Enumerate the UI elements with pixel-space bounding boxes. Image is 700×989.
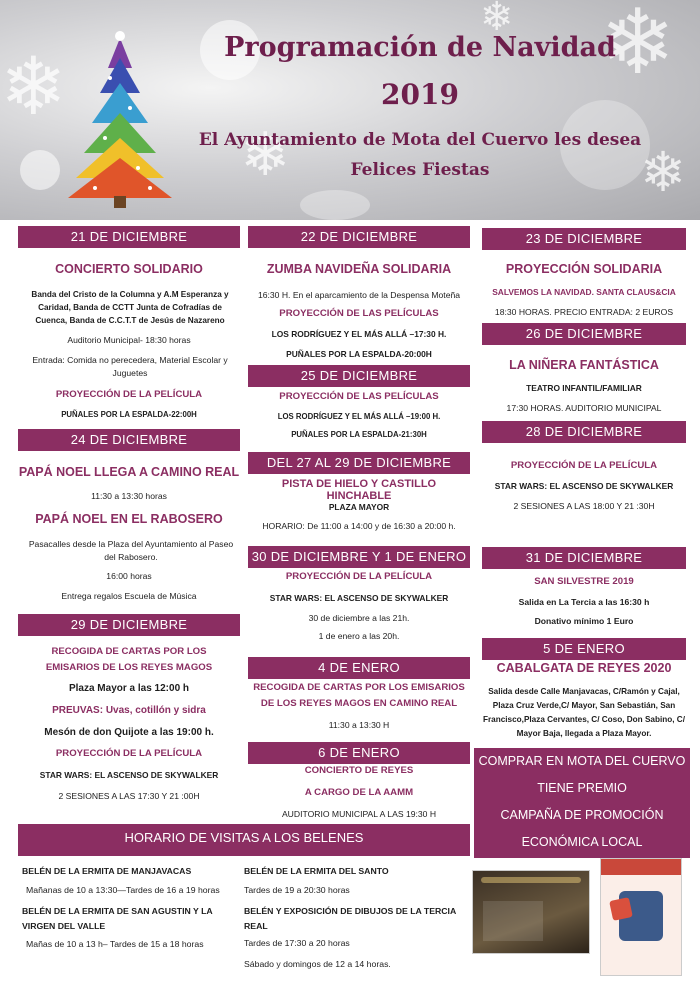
event-title: CONCIERTO DE REYES (304, 765, 414, 776)
event-note: Entrega regalos Escuela de Música (61, 591, 197, 601)
date-bar-26-dic: 26 DE DICIEMBRE (482, 323, 686, 345)
date-bar-22-dic: 22 DE DICIEMBRE (248, 226, 470, 248)
date-bar-30-dic-1-ene: 30 DE DICIEMBRE Y 1 DE ENERO (248, 546, 470, 568)
event-film: PUÑALES POR LA ESPALDA-20:00H (286, 349, 432, 359)
event-type: TEATRO INFANTIL/FAMILIAR (526, 383, 642, 393)
date-bar-5-ene: 5 DE ENERO (482, 638, 686, 660)
event-desc: 16:30 H. En el aparcamiento de la Despensa Moteña (257, 290, 461, 300)
event-place: Mesón de don Quijote a las 19:00 h. (44, 727, 214, 738)
date-bar-28-dic: 28 DE DICIEMBRE (482, 421, 686, 443)
event-time: 1 de enero a las 20h. (318, 631, 400, 641)
date-bar-29-dic: 29 DE DICIEMBRE (18, 614, 240, 636)
event-subtitle: SALVEMOS LA NAVIDAD. SANTA CLAUS&CIA (492, 287, 676, 297)
belen-times: Mañas de 10 a 13 h– Tardes de 15 a 18 horas (26, 939, 204, 949)
date-bar-24-dic: 24 DE DICIEMBRE (18, 429, 240, 451)
header-banner (0, 0, 700, 220)
event-place: PLAZA MAYOR (328, 502, 390, 512)
belen-times: Mañanas de 10 a 13:30—Tardes de 16 a 19 horas (26, 885, 220, 895)
event-title: PROYECCIÓN DE LA PELÍCULA (285, 571, 433, 582)
event-title: RECOGIDA DE CARTAS POR LOS EMISARIOS DE LOS REYES MAGOS (45, 646, 213, 673)
event-film: PUÑALES POR LA ESPALDA-21:30H (291, 430, 427, 439)
event-film: STAR WARS: EL ASCENSO DE SKYWALKER (269, 593, 449, 603)
event-place: AUDITORIO MUNICIPAL A LAS 19:30 H (281, 809, 437, 819)
promo-line: CAMPAÑA DE PROMOCIÓN (500, 808, 664, 822)
event-title: PAPÁ NOEL LLEGA A CAMINO REAL (18, 465, 240, 479)
event-title: PROYECCIÓN SOLIDARIA (505, 262, 663, 276)
event-time: 18:30 HORAS. PRECIO ENTRADA: 2 EUROS (494, 307, 674, 317)
snowflake-icon: ❄ (640, 140, 687, 204)
event-title: RECOGIDA DE CARTAS POR LOS EMISARIOS DE LOS REYES MAGOS EN CAMINO REAL (253, 682, 465, 709)
event-title: LA NIÑERA FANTÁSTICA (509, 358, 659, 372)
promo-line: COMPRAR EN MOTA DEL CUERVO (478, 754, 686, 768)
page-title: Programación de Navidad (224, 32, 616, 63)
event-title: SAN SILVESTRE 2019 (534, 576, 634, 587)
event-time: 11:30 a 13:30 horas (91, 491, 167, 501)
promo-line: ECONÓMICA LOCAL (521, 835, 643, 849)
promo-line: TIENE PREMIO (537, 781, 627, 795)
contest-poster-image (472, 870, 590, 954)
belen-times: Sábado y domingos de 12 a 14 horas. (244, 959, 391, 969)
date-bar-4-ene: 4 DE ENERO (248, 657, 470, 679)
event-sessions: 2 SESIONES A LAS 17:30 Y 21 :00H (58, 791, 200, 801)
event-title: PAPÁ NOEL EN EL RABOSERO (35, 512, 223, 526)
snowflake-icon: ❄ (600, 0, 676, 95)
subtitle: El Ayuntamiento de Mota del Cuervo les desea (198, 130, 642, 150)
date-bar-31-dic: 31 DE DICIEMBRE (482, 547, 686, 569)
event-place: Auditorio Municipal- 18:30 horas (67, 335, 191, 345)
event-title: A CARGO DE LA AAMM (304, 787, 414, 798)
belen-times: Tardes de 17:30 a 20 horas (244, 938, 350, 948)
gift-icon (609, 897, 633, 921)
belen-times: Tardes de 19 a 20:30 horas (244, 885, 350, 895)
event-title: PROYECCIÓN DE LA PELÍCULA (510, 460, 658, 471)
event-title: PREUVAS: Uvas, cotillón y sidra (52, 705, 206, 716)
belen-name: BELÉN DE LA ERMITA DEL SANTO (244, 866, 389, 876)
lights-decoration (481, 877, 581, 883)
event-title: ZUMBA NAVIDEÑA SOLIDARIA (266, 262, 452, 276)
event-start: Salida en La Tercia a las 16:30 h (518, 597, 650, 607)
event-route: Salida desde Calle Manjavacas, C/Ramón y Cajal, Plaza Cruz Verde,C/ Mayor, San Sebastián, San Francisco,Plaza Cervantes, C/ Coso, Don Sabino, C/ Mayor Baja, llegada a Plaza Mayor. (482, 687, 685, 738)
poster-header (601, 859, 682, 875)
event-film: STAR WARS: EL ASCENSO DE SKYWALKER (39, 770, 219, 780)
event-time: 11:30 a 13:30 H (328, 720, 390, 730)
event-film: LOS RODRÍGUEZ Y EL MÁS ALLÁ –17:30 H. (271, 329, 447, 339)
date-bar-27-29-dic: DEL 27 AL 29 DE DICIEMBRE (248, 452, 470, 474)
event-film: LOS RODRÍGUEZ Y EL MÁS ALLÁ –19:00 H. (277, 412, 441, 421)
date-bar-25-dic: 25 DE DICIEMBRE (248, 365, 470, 387)
event-title: CONCIERTO SOLIDARIO (55, 262, 203, 276)
bokeh-decoration (300, 190, 370, 220)
date-bar-21-dic: 21 DE DICIEMBRE (18, 226, 240, 248)
snowflake-icon: ❄ (480, 0, 514, 40)
event-time: HORARIO: De 11:00 a 14:00 y de 16:30 a 20:00 h. (262, 521, 456, 531)
snowflake-icon: ❄ (0, 40, 68, 133)
event-desc: Banda del Cristo de la Columna y A.M Esperanza y Caridad, Banda de CCTT Junta de Cofradías de Cuenca, Banda de C.C.T.T de Jesús de Nazareno (31, 290, 229, 325)
belen-name: BELÉN DE LA ERMITA DE MANJAVACAS (22, 866, 192, 876)
belen-name: BELÉN DE LA ERMITA DE SAN AGUSTIN Y LA VIRGEN DEL VALLE (22, 906, 213, 931)
snowflake-icon: ❄ (240, 120, 291, 190)
event-title: PROYECCIÓN DE LAS PELÍCULAS (279, 391, 439, 402)
belen-name: BELÉN Y EXPOSICIÓN DE DIBUJOS DE LA TERCIA REAL (244, 906, 456, 931)
event-sessions: 2 SESIONES A LAS 18:00 Y 21 :30H (513, 501, 655, 511)
event-title: PISTA DE HIELO Y CASTILLO HINCHABLE (281, 478, 437, 502)
event-title: CABALGATA DE REYES 2020 (496, 661, 672, 675)
bokeh-decoration (20, 150, 60, 190)
event-title: PROYECCIÓN DE LAS PELÍCULAS (279, 308, 439, 319)
event-desc: Pasacalles desde la Plaza del Ayuntamiento al Paseo del Rabosero. (28, 539, 234, 562)
event-place: Plaza Mayor a las 12:00 h (68, 683, 190, 694)
event-film: STAR WARS: EL ASCENSO DE SKYWALKER (494, 481, 674, 491)
event-film: PUÑALES POR LA ESPALDA-22:00H (61, 410, 197, 419)
subtitle-greeting: Felices Fiestas (350, 160, 490, 180)
page-year: 2019 (381, 78, 459, 111)
date-bar-6-ene: 6 DE ENERO (248, 742, 470, 764)
promo-box (474, 748, 690, 858)
poster-text-block (483, 901, 543, 941)
event-time: 16:00 horas (106, 571, 152, 581)
event-donation: Donativo mínimo 1 Euro (534, 616, 634, 626)
event-title: PROYECCIÓN DE LA PELÍCULA (55, 389, 203, 400)
event-title: PROYECCIÓN DE LA PELÍCULA (55, 748, 203, 759)
campaign-poster-image (600, 858, 682, 976)
date-bar-23-dic: 23 DE DICIEMBRE (482, 228, 686, 250)
belenes-title-bar: HORARIO DE VISITAS A LOS BELENES (18, 824, 470, 856)
event-entry: Entrada: Comida no perecedera, Material Escolar y Juguetes (32, 355, 228, 378)
event-time: 30 de diciembre a las 21h. (308, 613, 410, 623)
event-time: 17:30 HORAS. AUDITORIO MUNICIPAL (506, 403, 662, 413)
